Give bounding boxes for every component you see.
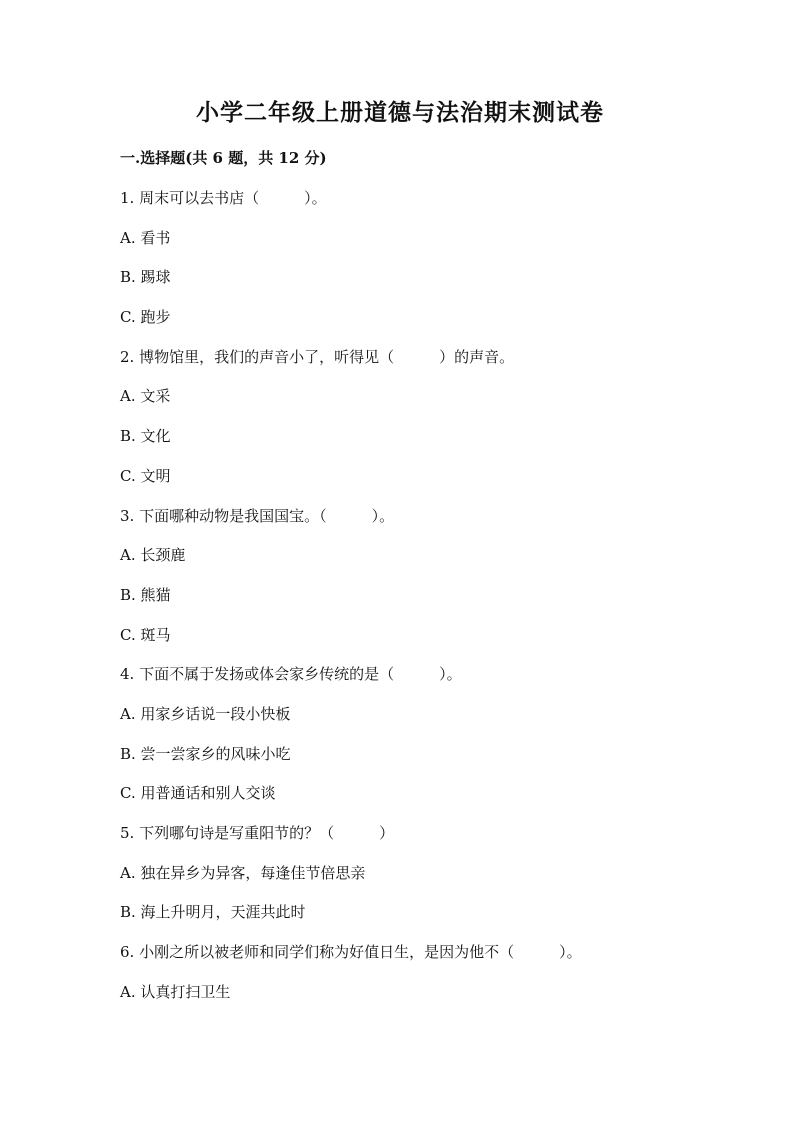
answer-option: B. 文化 bbox=[120, 427, 171, 446]
answer-option: A. 看书 bbox=[120, 228, 171, 247]
question-stem: 4. 下面不属于发扬或体会家乡传统的是（ ）。 bbox=[120, 665, 462, 684]
answer-option: C. 跑步 bbox=[120, 308, 171, 327]
answer-option: A. 用家乡话说一段小快板 bbox=[120, 704, 291, 723]
answer-option: A. 独在异乡为异客，每逢佳节倍思亲 bbox=[120, 863, 366, 882]
question-stem: 5. 下列哪句诗是写重阳节的？（ ） bbox=[120, 824, 395, 842]
section-heading: 一.选择题(共 6 题，共 12 分) bbox=[120, 149, 327, 167]
question-stem: 3. 下面哪种动物是我国国宝。（ ）。 bbox=[120, 506, 395, 525]
answer-option: B. 尝一尝家乡的风味小吃 bbox=[120, 744, 291, 763]
answer-option: B. 踢球 bbox=[120, 268, 171, 287]
answer-option: A. 认真打扫卫生 bbox=[120, 982, 231, 1001]
question-stem: 1. 周末可以去书店（ ）。 bbox=[120, 189, 327, 207]
answer-option: B. 海上升明月，天涯共此时 bbox=[120, 903, 306, 922]
question-list bbox=[120, 186, 760, 1019]
question-stem: 2. 博物馆里，我们的声音小了，听得见（ ）的声音。 bbox=[120, 347, 515, 366]
answer-option: A. 文采 bbox=[120, 387, 171, 406]
answer-option: B. 熊猫 bbox=[120, 585, 171, 604]
page-title: 小学二年级上册道德与法治期末测试卷 bbox=[196, 99, 604, 126]
question-stem: 6. 小刚之所以被老师和同学们称为好值日生，是因为他不（ ）。 bbox=[120, 943, 582, 962]
answer-option: C. 斑马 bbox=[120, 625, 171, 644]
answer-option: C. 文明 bbox=[120, 466, 171, 485]
answer-option: A. 长颈鹿 bbox=[120, 546, 186, 565]
answer-option: C. 用普通话和别人交谈 bbox=[120, 784, 276, 803]
